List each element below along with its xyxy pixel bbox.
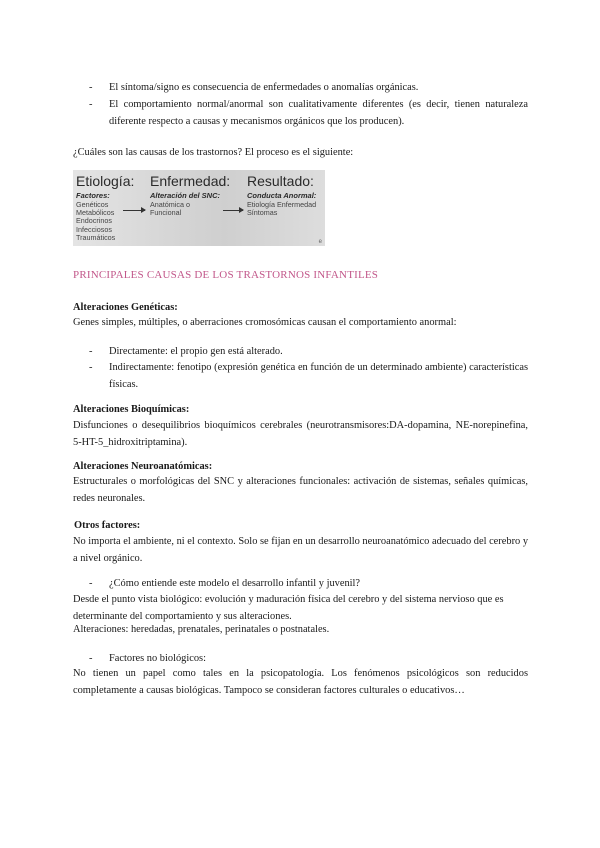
question-paragraph: ¿Cuáles son las causas de los trastornos? El proceso es el siguiente: <box>73 147 354 158</box>
desarrollo-bullet: - ¿Cómo entiende este modelo el desarrollo infantil y juvenil? <box>89 578 361 589</box>
intro-bullet-1: - El síntoma/signo es consecuencia de enfermedades o anomalías orgánicas. <box>89 82 419 93</box>
no-biologicos-bullet: - Factores no biológicos: <box>89 653 206 664</box>
intro-bullet-2: - El comportamiento normal/anormal son cualitativamente diferentes (es decir, tienen naturaleza diferente respecto a causas y mecanismos orgánicos que los producen). <box>89 99 528 127</box>
bioquimicas-title: Alteraciones Bioquímicas: <box>73 404 190 415</box>
bioquimicas-text: Disfunciones o desequilibrios bioquímicos cerebrales (neurotransmisores:DA-dopamina, NE-norepinefina, 5-HT-5_hidroxitriptamina). <box>73 420 528 448</box>
diagram-etiologia: Etiología: Factores: Genéticos Metabólicos Endocrinos Infecciosos Traumáticos <box>76 173 135 242</box>
arrow-right-icon <box>123 210 145 211</box>
etiology-diagram: Etiología: Factores: Genéticos Metabólicos Endocrinos Infecciosos Traumáticos Enfermedad: Alteración del SNC: Anatómica o Funcional Resultado: Conducta Anormal: Etiología Enfermedad Síntomas e <box>73 170 325 246</box>
arrow-right-icon <box>223 210 243 211</box>
neuro-text: Estructurales o morfológicas del SNC y alteraciones funcionales: activación de sistemas, señales químicas, redes neuronales. <box>73 476 528 504</box>
diagram-enfermedad: Enfermedad: Alteración del SNC: Anatómica o Funcional <box>150 173 231 218</box>
otros-text: No importa el ambiente, ni el contexto. Solo se fijan en un desarrollo neuroanatómico adecuado del cerebro y a nivel orgánico. <box>73 536 529 564</box>
diagram-resultado: Resultado: Conducta Anormal: Etiología Enfermedad Síntomas <box>247 173 317 218</box>
no-biologicos-text: No tienen un papel como tales en la psicopatología. Los fenómenos psicológicos son reducidos completamente a causas biológicas. Tampoco se consideran factores culturales o educativos… <box>73 668 528 696</box>
geneticas-bullet-1: - Directamente: el propio gen está alterado. <box>89 346 283 357</box>
geneticas-text: Genes simples, múltiples, o aberraciones cromosómicas causan el comportamiento anormal: <box>73 317 457 328</box>
neuro-title: Alteraciones Neuroanatómicas: <box>73 461 213 472</box>
geneticas-bullet-2: - Indirectamente: fenotipo (expresión genética en función de un determinado ambiente) características físicas. <box>89 362 528 390</box>
desarrollo-text-2: Alteraciones: heredadas, prenatales, perinatales o postnatales. <box>73 624 330 635</box>
section-heading: PRINCIPALES CAUSAS DE LOS TRASTORNOS INFANTILES <box>73 269 379 281</box>
geneticas-title: Alteraciones Genéticas: <box>73 302 178 313</box>
otros-title: Otros factores: <box>74 520 141 531</box>
desarrollo-text-1: Desde el punto vista biológico: evolución y maduración física del cerebro y del sistema nervioso que es determinante del comportamiento y sus alteraciones. <box>73 594 504 622</box>
